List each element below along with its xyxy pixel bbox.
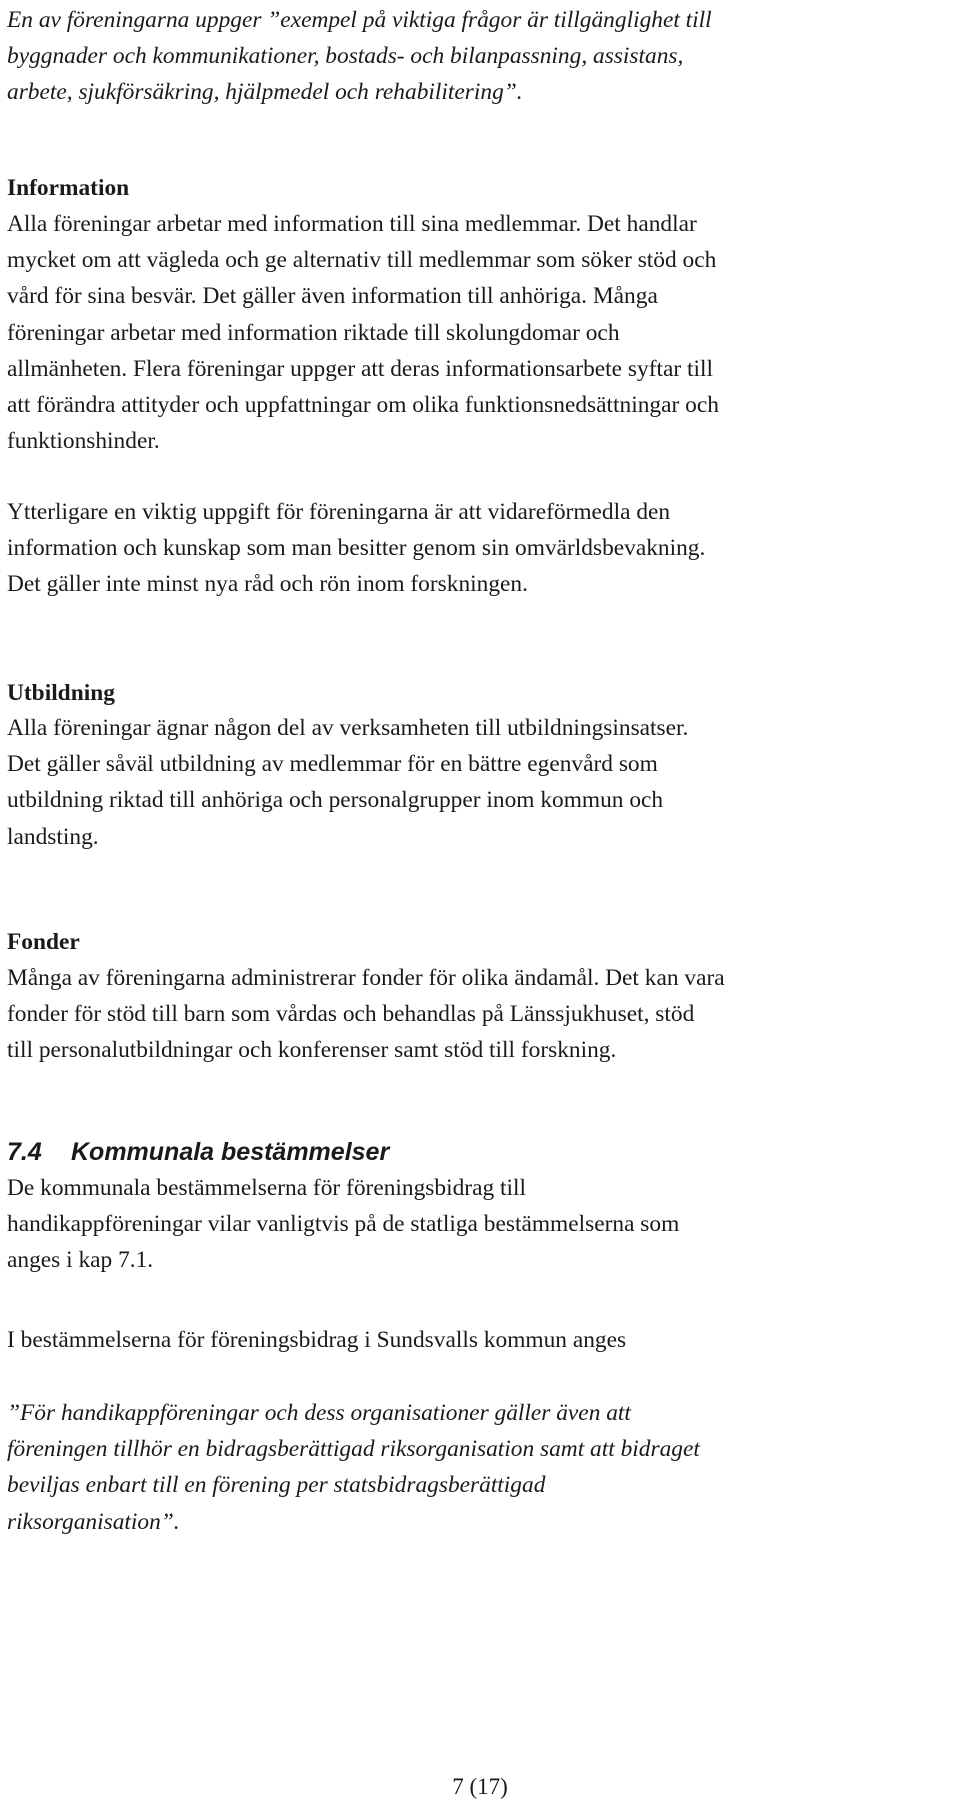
text-line: anges i kap 7.1.: [7, 1247, 154, 1274]
text-line: I bestämmelserna för föreningsbidrag i Sundsvalls kommun anges: [7, 1327, 627, 1353]
section-7-4-paragraph-1: [7, 1170, 957, 1279]
information-paragraph-2: [7, 494, 957, 603]
section-7-4-paragraph-2: [7, 1322, 957, 1358]
text-line: föreningen tillhör en bidragsberättigad riksorganisation samt att bidraget: [7, 1436, 700, 1463]
text-line: beviljas enbart till en förening per statsbidragsberättigad: [7, 1472, 546, 1499]
text-line: Alla föreningar arbetar med information till sina medlemmar. Det handlar: [7, 211, 697, 237]
text-line: fonder för stöd till barn som vårdas och behandlas på Länssjukhuset, stöd: [7, 1001, 695, 1028]
quote-paragraph: [7, 1395, 957, 1540]
text-line: Alla föreningar ägnar någon del av verksamheten till utbildningsinsatser.: [7, 715, 689, 741]
information-paragraph-1: [7, 206, 957, 459]
intro-paragraph: [7, 2, 957, 111]
text-line: mycket om att vägleda och ge alternativ till medlemmar som söker stöd och: [7, 247, 717, 274]
text-line: att förändra attityder och uppfattningar om olika funktionsnedsättningar och: [7, 392, 719, 419]
text-line: Det gäller inte minst nya råd och rön inom forskningen.: [7, 571, 528, 598]
section-number: 7.4: [7, 1138, 42, 1166]
section-title: Kommunala bestämmelser: [71, 1138, 390, 1166]
text-line: riksorganisation”.: [7, 1508, 180, 1535]
utbildning-paragraph: [7, 710, 957, 855]
text-line: funktionshinder.: [7, 428, 160, 455]
text-line: arbete, sjukförsäkring, hjälpmedel och rehabilitering”.: [7, 79, 523, 106]
text-line: ”För handikappföreningar och dess organisationer gäller även att: [7, 1400, 631, 1426]
information-heading: Information: [7, 175, 130, 201]
section-7-4-heading: [7, 1134, 389, 1170]
fonder-heading: Fonder: [7, 929, 80, 955]
page-number: 7 (17): [452, 1774, 508, 1799]
text-line: Ytterligare en viktig uppgift för föreningarna är att vidareförmedla den: [7, 499, 671, 525]
text-line: En av föreningarna uppger ”exempel på viktiga frågor är tillgänglighet till: [7, 7, 712, 33]
text-line: Det gäller såväl utbildning av medlemmar för en bättre egenvård som: [7, 751, 658, 778]
text-line: föreningar arbetar med information riktade till skolungdomar och: [7, 319, 620, 346]
text-line: information och kunskap som man besitter genom sin omvärldsbevakning.: [7, 535, 706, 562]
fonder-paragraph: [7, 960, 957, 1069]
utbildning-heading: Utbildning: [7, 680, 115, 706]
text-line: De kommunala bestämmelserna för föreningsbidrag till: [7, 1175, 526, 1201]
text-line: byggnader och kommunikationer, bostads- och bilanpassning, assistans,: [7, 43, 684, 70]
text-line: landsting.: [7, 823, 99, 850]
text-line: vård för sina besvär. Det gäller även information till anhöriga. Många: [7, 283, 658, 310]
text-line: utbildning riktad till anhöriga och personalgrupper inom kommun och: [7, 787, 664, 814]
text-line: Många av föreningarna administrerar fonder för olika ändamål. Det kan vara: [7, 965, 725, 991]
text-line: till personalutbildningar och konferenser samt stöd till forskning.: [7, 1037, 617, 1064]
text-line: allmänheten. Flera föreningar uppger att deras informationsarbete syftar till: [7, 355, 714, 382]
text-line: handikappföreningar vilar vanligtvis på de statliga bestämmelserna som: [7, 1211, 680, 1238]
